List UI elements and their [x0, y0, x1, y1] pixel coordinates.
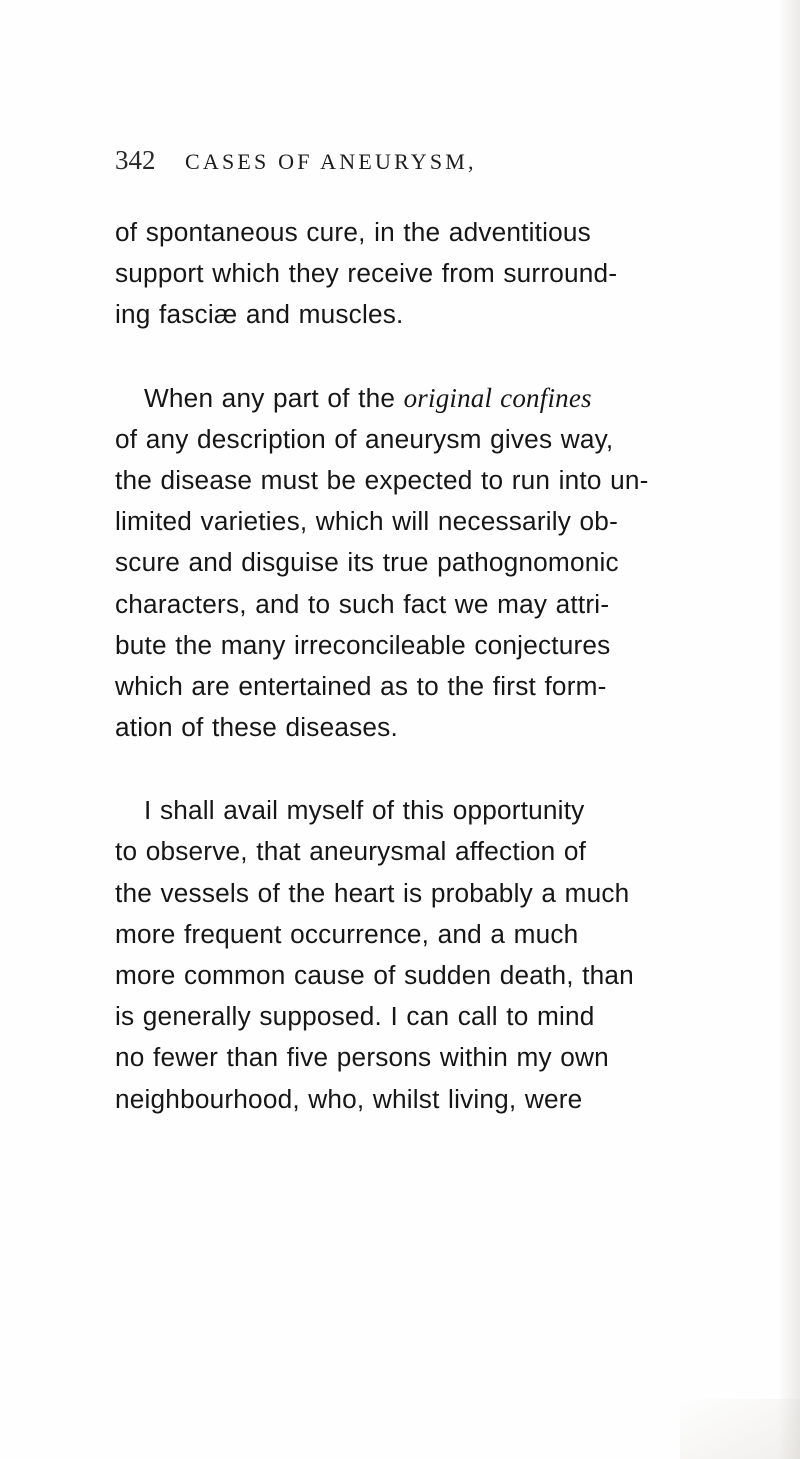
text-line: is generally supposed. I can call to mind [115, 1001, 595, 1032]
text-line: which are entertained as to the first form- [115, 670, 607, 701]
text-line: of spontaneous cure, in the adventitious [115, 217, 591, 247]
text-line [115, 378, 685, 419]
text-line: ing fasciæ and muscles. [115, 299, 404, 330]
text-line: limited varieties, which will necessarily ob- [115, 506, 618, 537]
text-line: ation of these diseases. [115, 712, 398, 743]
page-edge-shadow [778, 0, 800, 1459]
text-line: more common cause of sudden death, than [115, 960, 634, 990]
paragraph-gap [115, 336, 685, 378]
page-corner-shadow [680, 1399, 800, 1459]
text-line: scure and disguise its true pathognomonic [115, 547, 619, 578]
italic-phrase: original confines [403, 382, 592, 413]
text-line: support which they receive from surround- [115, 258, 618, 289]
text-line: no fewer than five persons within my own [115, 1042, 609, 1073]
text-line: of any description of aneurysm gives way, [115, 423, 614, 454]
page-number: 342 [115, 145, 156, 175]
text-line: more frequent occurrence, and a much [115, 918, 579, 949]
text-line: bute the many irreconcileable conjectures [115, 629, 611, 660]
paragraph-gap [115, 748, 685, 790]
text-line: the disease must be expected to run into un- [115, 464, 649, 495]
text-run: When any part of the [144, 382, 404, 413]
text-line: characters, and to such fact we may attri- [115, 588, 610, 619]
paragraph-1 [115, 212, 685, 336]
running-title: CASES OF ANEURYSM, [185, 149, 477, 174]
text-line: neighbourhood, who, whilst living, were [115, 1083, 583, 1114]
text-line: the vessels of the heart is probably a much [115, 877, 630, 908]
paragraph-3 [115, 790, 685, 1120]
page-header [115, 145, 675, 185]
body-text [115, 212, 685, 1120]
text-line: to observe, that aneurysmal affection of [115, 836, 587, 867]
paragraph-2 [115, 378, 685, 749]
text-line: I shall avail myself of this opportunity [144, 795, 585, 826]
